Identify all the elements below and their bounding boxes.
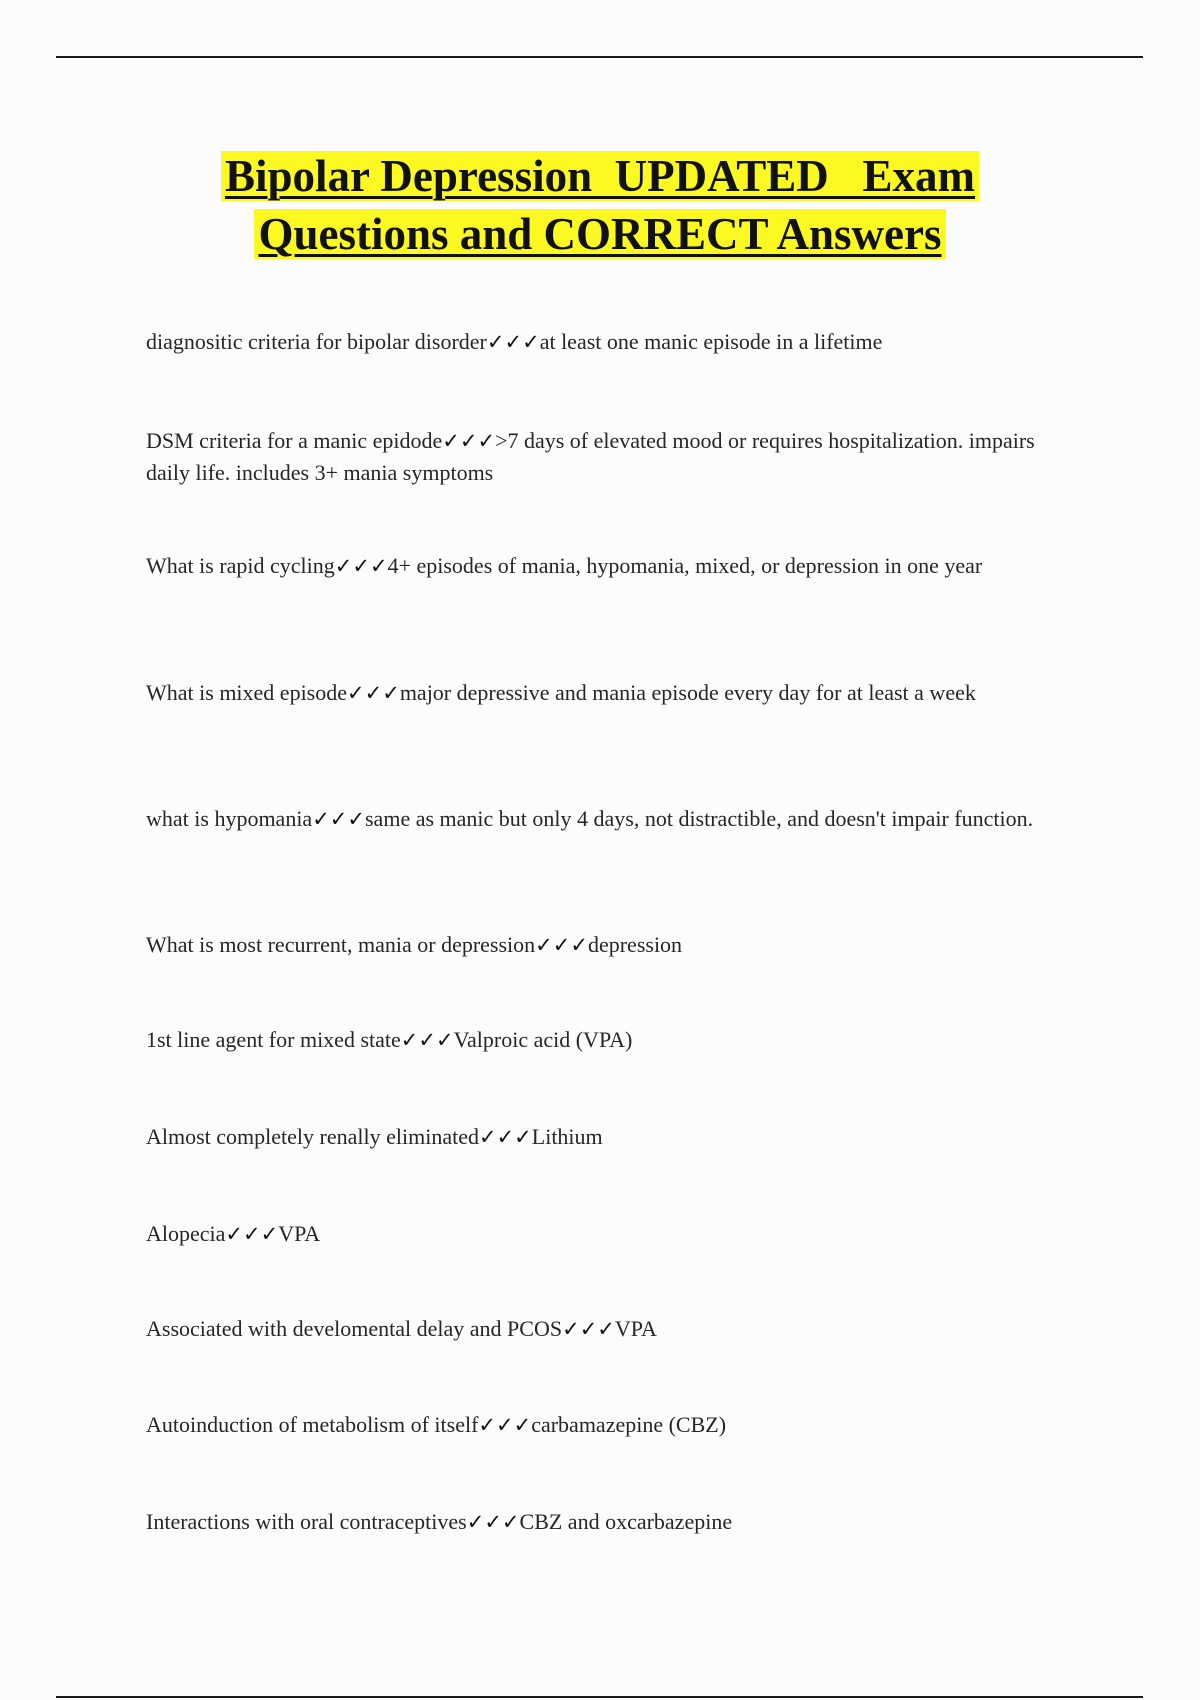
question: 1st line agent for mixed state xyxy=(146,1027,401,1052)
answer: CBZ and oxcarbazepine xyxy=(519,1509,733,1534)
answer: major depressive and mania episode every day for at least a week xyxy=(399,680,976,705)
qa-item-12 xyxy=(146,1506,1066,1538)
question: What is rapid cycling xyxy=(146,553,335,578)
answer: carbamazepine (CBZ) xyxy=(531,1412,727,1437)
check-marks-icon: ✓✓✓ xyxy=(466,1510,520,1534)
check-marks-icon: ✓✓✓ xyxy=(486,330,540,354)
check-marks-icon: ✓✓✓ xyxy=(400,1028,454,1052)
answer: Lithium xyxy=(531,1124,603,1149)
check-marks-icon: ✓✓✓ xyxy=(442,429,496,453)
qa-item-7 xyxy=(146,1024,1066,1056)
bottom-rule xyxy=(56,1696,1143,1698)
answer: same as manic but only 4 days, not distractible, and doesn't impair function. xyxy=(365,806,1034,831)
qa-item-4 xyxy=(146,677,1066,709)
answer: Valproic acid (VPA) xyxy=(453,1027,633,1052)
qa-item-10 xyxy=(146,1313,1066,1345)
question: Almost completely renally eliminated xyxy=(146,1124,479,1149)
question: Interactions with oral contraceptives xyxy=(146,1509,467,1534)
answer: 4+ episodes of mania, hypomania, mixed, or depression in one year xyxy=(387,553,983,578)
question: Associated with develomental delay and PCOS xyxy=(146,1316,563,1341)
check-marks-icon: ✓✓✓ xyxy=(478,1125,532,1149)
question: Autoinduction of metabolism of itself xyxy=(146,1412,479,1437)
page-title xyxy=(0,147,1200,263)
answer: VPA xyxy=(614,1316,657,1341)
answer: depression xyxy=(587,932,683,957)
top-rule xyxy=(56,56,1143,58)
answer: VPA xyxy=(278,1221,321,1246)
qa-item-3 xyxy=(146,550,1066,582)
qa-item-1 xyxy=(146,326,1066,358)
qa-item-2 xyxy=(146,425,1066,488)
question: diagnositic criteria for bipolar disorder xyxy=(146,329,487,354)
qa-item-9 xyxy=(146,1218,1066,1250)
answer: at least one manic episode in a lifetime xyxy=(539,329,883,354)
qa-item-6 xyxy=(146,929,1066,961)
qa-item-5 xyxy=(146,803,1066,835)
check-marks-icon: ✓✓✓ xyxy=(334,554,388,578)
check-marks-icon: ✓✓✓ xyxy=(347,681,400,705)
qa-item-8 xyxy=(146,1121,1066,1153)
question: what is hypomania xyxy=(146,806,313,831)
title-line-1: Bipolar Depression UPDATED Exam xyxy=(221,151,979,201)
qa-item-11 xyxy=(146,1409,1066,1441)
question: Alopecia xyxy=(146,1221,226,1246)
check-marks-icon: ✓✓✓ xyxy=(312,807,365,831)
check-marks-icon: ✓✓✓ xyxy=(535,933,588,957)
title-line-2: Questions and CORRECT Answers xyxy=(254,209,945,259)
question: What is mixed episode xyxy=(146,680,348,705)
check-marks-icon: ✓✓✓ xyxy=(225,1222,279,1246)
question: DSM criteria for a manic epidode xyxy=(146,428,443,453)
check-marks-icon: ✓✓✓ xyxy=(562,1317,615,1341)
answer: >7 days of elevated mood or requires hospitalization. impairs daily life. includes 3+ mania symptoms xyxy=(146,428,1035,485)
question: What is most recurrent, mania or depression xyxy=(146,932,536,957)
check-marks-icon: ✓✓✓ xyxy=(478,1413,532,1437)
